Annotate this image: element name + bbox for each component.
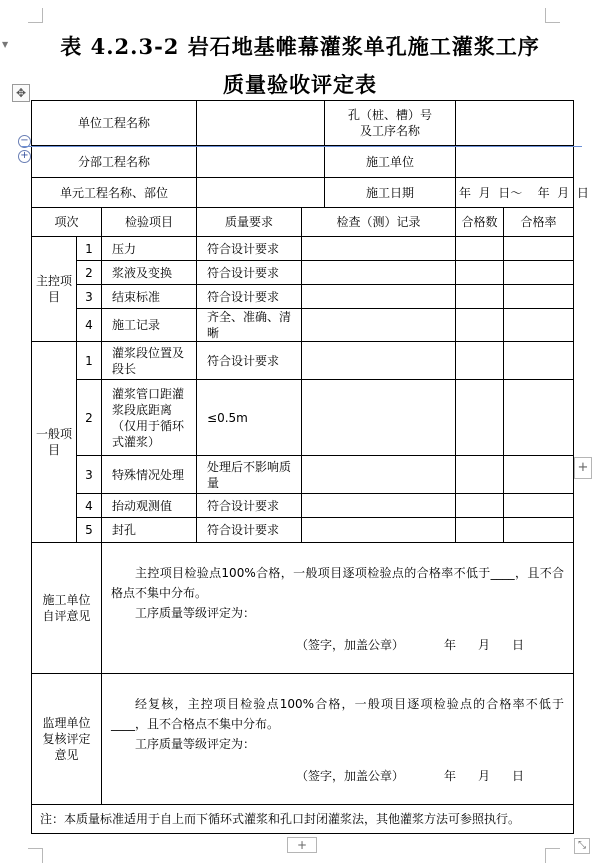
supervisor-eval-grade: 工序质量等级评定为： <box>135 737 256 751</box>
element-value[interactable] <box>197 178 325 208</box>
row-qualified[interactable] <box>456 261 504 285</box>
row-record[interactable] <box>302 494 456 518</box>
row-req: 符合设计要求 <box>197 237 302 261</box>
table-row <box>32 309 574 342</box>
row-no: 2 <box>77 261 102 285</box>
row-req: 符合设计要求 <box>197 518 302 543</box>
row-qualified[interactable] <box>456 518 504 543</box>
row-no: 4 <box>77 309 102 342</box>
add-row-icon[interactable]: + <box>287 837 317 853</box>
row-rate[interactable] <box>504 342 574 380</box>
row-item: 灌浆管口距灌浆段底距离（仅用于循环式灌浆） <box>102 380 197 456</box>
unit-project-label: 单位工程名称 <box>32 101 197 146</box>
division-value[interactable] <box>197 146 325 178</box>
collapse-icon[interactable]: − <box>18 135 31 148</box>
col-pass-rate: 合格率 <box>504 208 574 237</box>
row-no: 5 <box>77 518 102 543</box>
main-group-label: 主控项目 <box>32 237 77 342</box>
row-qualified[interactable] <box>456 342 504 380</box>
crop-mark-top-right <box>545 8 560 23</box>
row-no: 1 <box>77 237 102 261</box>
date-value[interactable]: 年 月 日～ 年 月 日 <box>456 178 574 208</box>
row-record[interactable] <box>302 285 456 309</box>
table-row <box>32 494 574 518</box>
row-req: 符合设计要求 <box>197 285 302 309</box>
self-eval-body[interactable] <box>102 543 574 674</box>
date-label: 施工日期 <box>325 178 456 208</box>
row-no: 3 <box>77 285 102 309</box>
table-row <box>32 342 574 380</box>
self-eval-text: 主控项目检验点100%合格，一般项目逐项检验点的合格率不低于____，且不合格点不集中分布。 <box>111 566 565 600</box>
row-item: 特殊情况处理 <box>102 456 197 494</box>
table-note: 注：本质量标准适用于自上而下循环式灌浆和孔口封闭灌浆法，其他灌浆方法可参照执行。 <box>32 805 574 834</box>
row-record[interactable] <box>302 342 456 380</box>
table-row <box>32 261 574 285</box>
hole-label-line1: 孔（桩、槽）号 <box>348 108 433 122</box>
row-no: 3 <box>77 456 102 494</box>
table-title-line2: 质量验收评定表 <box>223 72 377 97</box>
row-item: 封孔 <box>102 518 197 543</box>
row-req: 符合设计要求 <box>197 494 302 518</box>
supervisor-eval-body[interactable] <box>102 674 574 805</box>
col-item-no: 项次 <box>32 208 102 237</box>
row-req: 处理后不影响质量 <box>197 456 302 494</box>
hole-value[interactable] <box>456 101 574 146</box>
crop-mark-bottom-right <box>545 848 560 863</box>
self-eval-grade: 工序质量等级评定为： <box>135 606 256 620</box>
table-row <box>32 456 574 494</box>
row-rate[interactable] <box>504 261 574 285</box>
row-item: 压力 <box>102 237 197 261</box>
move-handle-icon[interactable]: ✥ <box>12 84 30 102</box>
contractor-value[interactable] <box>456 146 574 178</box>
self-eval-sign: （签字，加盖公章） <box>295 638 404 652</box>
general-group-label: 一般项目 <box>32 342 77 543</box>
row-qualified[interactable] <box>456 456 504 494</box>
paragraph-marker-icon: ▼ <box>2 40 9 49</box>
supervisor-eval-text: 经复核，主控项目检验点100%合格，一般项目逐项检验点的合格率不低于____，且不合格点不集中分布。 <box>111 697 565 731</box>
col-inspection-item: 检验项目 <box>102 208 197 237</box>
row-item: 结束标准 <box>102 285 197 309</box>
unit-project-value[interactable] <box>197 101 325 146</box>
add-column-icon[interactable]: + <box>574 457 592 479</box>
row-record[interactable] <box>302 456 456 494</box>
row-no: 2 <box>77 380 102 456</box>
element-label: 单元工程名称、部位 <box>32 178 197 208</box>
row-item: 抬动观测值 <box>102 494 197 518</box>
row-qualified[interactable] <box>456 380 504 456</box>
table-title-line1: 表 4.2.3-2 岩石地基帷幕灌浆单孔施工灌浆工序 <box>60 34 540 59</box>
row-qualified[interactable] <box>456 237 504 261</box>
row-req: ≤0.5m <box>197 380 302 456</box>
self-eval-day: 日 <box>512 638 525 652</box>
row-qualified[interactable] <box>456 285 504 309</box>
table-row <box>32 285 574 309</box>
col-record: 检查（测）记录 <box>302 208 456 237</box>
crop-mark-top-left <box>28 8 43 23</box>
col-qualified-count: 合格数 <box>456 208 504 237</box>
row-record[interactable] <box>302 261 456 285</box>
row-no: 1 <box>77 342 102 380</box>
supervisor-eval-month: 月 <box>478 769 491 783</box>
row-item: 浆液及变换 <box>102 261 197 285</box>
col-quality-req: 质量要求 <box>197 208 302 237</box>
row-item: 施工记录 <box>102 309 197 342</box>
expand-icon[interactable]: + <box>18 150 31 163</box>
row-record[interactable] <box>302 380 456 456</box>
evaluation-table <box>31 100 589 834</box>
row-item: 灌浆段位置及段长 <box>102 342 197 380</box>
supervisor-eval-sign: （签字，加盖公章） <box>295 769 404 783</box>
supervisor-eval-year: 年 <box>444 769 457 783</box>
division-label: 分部工程名称 <box>32 146 197 178</box>
hole-label <box>325 101 456 146</box>
row-rate[interactable] <box>504 456 574 494</box>
row-rate[interactable] <box>504 380 574 456</box>
row-qualified[interactable] <box>456 494 504 518</box>
self-eval-month: 月 <box>478 638 491 652</box>
hole-label-line2: 及工序名称 <box>360 124 421 138</box>
self-eval-sign-line <box>105 637 570 653</box>
self-eval-label: 施工单位自评意见 <box>32 543 102 674</box>
self-eval-year: 年 <box>444 638 457 652</box>
row-req: 符合设计要求 <box>197 261 302 285</box>
row-record[interactable] <box>302 309 456 342</box>
row-rate[interactable] <box>504 237 574 261</box>
row-rate[interactable] <box>504 518 574 543</box>
row-rate[interactable] <box>504 285 574 309</box>
row-record[interactable] <box>302 518 456 543</box>
row-req: 齐全、准确、清晰 <box>197 309 302 342</box>
table-row <box>32 237 574 261</box>
row-qualified[interactable] <box>456 309 504 342</box>
row-no: 4 <box>77 494 102 518</box>
row-record[interactable] <box>302 237 456 261</box>
supervisor-eval-label: 监理单位复核评定意见 <box>32 674 102 805</box>
row-rate[interactable] <box>504 309 574 342</box>
row-rate[interactable] <box>504 494 574 518</box>
table-row <box>32 380 574 456</box>
supervisor-eval-day: 日 <box>512 769 525 783</box>
table-row <box>32 518 574 543</box>
row-req: 符合设计要求 <box>197 342 302 380</box>
crop-mark-bottom-left <box>28 848 43 863</box>
contractor-label: 施工单位 <box>325 146 456 178</box>
supervisor-eval-sign-line <box>105 768 570 784</box>
selection-line <box>22 146 582 147</box>
resize-handle-icon[interactable]: ⤡ <box>574 838 590 854</box>
